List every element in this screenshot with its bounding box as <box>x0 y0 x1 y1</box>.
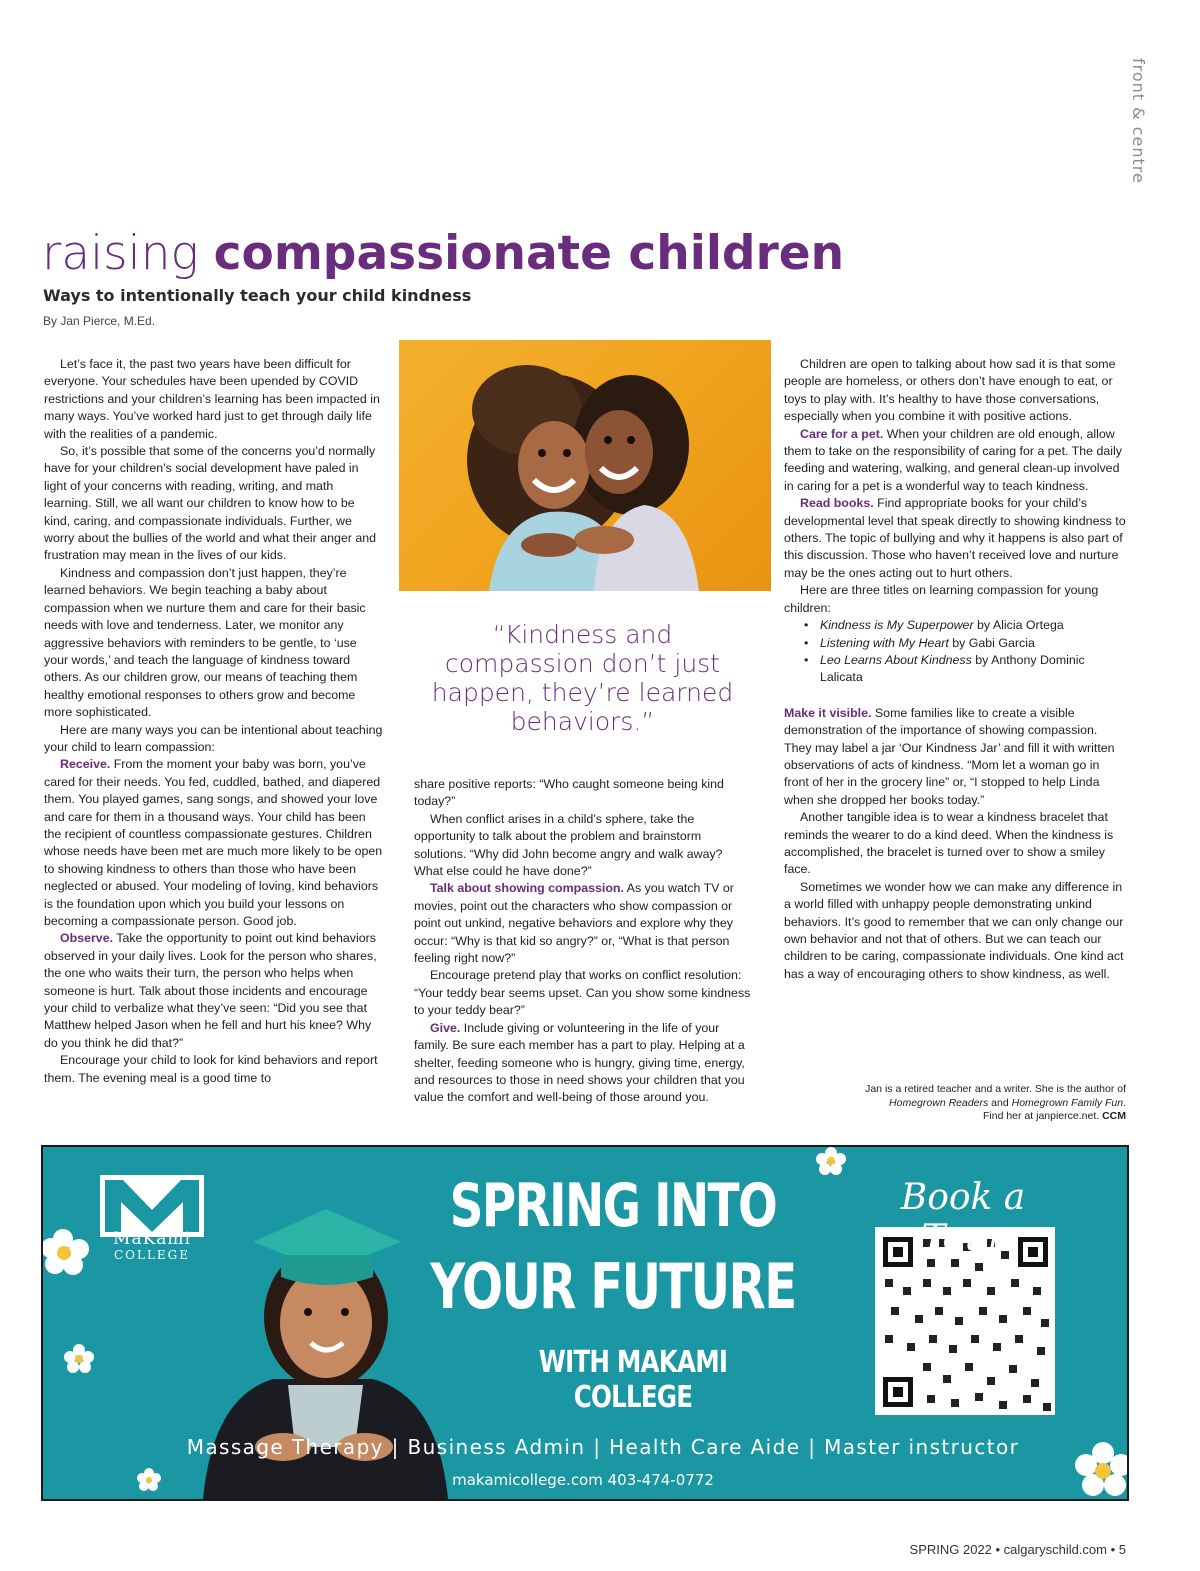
paragraph: Children are open to talking about how sad it is that some people are homeless, or others don’t have enough to eat, or toys to play with. It’s healthy to have those conversations, especially when you combine it with positive actions. <box>784 357 1116 424</box>
pull-quote: “Kindness and compassion don’t just happen, they’re learned behaviors.” <box>431 620 734 736</box>
title-light: raising <box>42 226 214 281</box>
paragraph-text: From the moment your baby was born, you’ve cared for their needs. You fed, cuddled, bathed, and diapered them. You played games, sang songs, and showed your love and care for them in a thousand ways. Your child has been the recipient of countless compassionate gestures. Children whose needs have been met are much more likely to be open to showing kindness to others than those who have been neglected or abused. Your modeling of loving, kind behaviors is the foundation upon which you build your lessons on becoming a compassionate person. Good job. <box>44 757 383 928</box>
page-footer: SPRING 2022 • calgaryschild.com • 5 <box>909 1542 1126 1557</box>
book-title: Leo Learns About Kindness <box>820 652 972 667</box>
paragraph <box>414 1020 752 1107</box>
ad-headline-3: WITH MAKAMI COLLEGE <box>538 1345 728 1415</box>
paragraph: Here are many ways you can be intentional about teaching your child to learn compassion: <box>44 722 383 754</box>
makami-logo-mark <box>100 1175 204 1237</box>
bio-line <box>790 1110 1126 1124</box>
paragraph <box>784 705 1126 809</box>
bio-line <box>790 1097 1126 1111</box>
paragraph <box>784 426 1126 496</box>
book-item <box>804 617 1126 634</box>
paragraph <box>44 930 384 1052</box>
paragraph: Encourage your child to look for kind behaviors and report them. The evening meal is a good time to <box>44 1053 378 1085</box>
paragraph: So, it’s possible that some of the concerns you’d normally have for your children’s social development have paled in light of your concerns with reading, writing, and math learning. Still, we all want our children to know how to be kind, caring, and compassionate individuals. Further, we worry about the bullies of the world and what their anger and frustration may mean in the lives of our kids. <box>44 444 376 563</box>
paragraph-text: Some families like to create a visible demonstration of the importance of showing compassion. They may label a jar ‘Our Kindness Jar’ and fill it with written observations of acts of kindness. “Mom let a woman go in front of her in the grocery line” or, “I stopped to help Linda when she dropped her books today.” <box>784 705 1115 807</box>
book-title: Kindness is My Superpower <box>820 618 974 633</box>
bio-text: . <box>1123 1096 1126 1109</box>
bio-book: Homegrown Family Fun <box>1011 1096 1124 1109</box>
book-author: by Gabi Garcia <box>948 635 1035 650</box>
bio-book: Homegrown Readers <box>889 1096 989 1109</box>
paragraph: Kindness and compassion don’t just happen, they’re learned behaviors. We begin teaching a baby about compassion when we nurture them and care for their basic needs with love and tenderness. Later, we monitor any aggressive behaviors with reminders to be gentle, to ‘use your words,’ and teach the language of kindness toward others. As our children grow, our means of teaching them healthy emotional responses to others grow and become more sophisticated. <box>44 565 366 720</box>
paragraph: Here are three titles on learning compassion for young children: <box>784 583 1099 615</box>
book-title: Listening with My Heart <box>820 635 949 650</box>
lead-pet: Care for a pet. <box>800 426 884 441</box>
lead-give: Give. <box>430 1020 461 1035</box>
book-author: by Anthony Dominic Lalicata <box>820 652 1085 685</box>
paragraph-text: When your children are old enough, allow them to take on the responsibility of caring for a pet. The daily feeding and watering, walking, and general clean-up involved in caring for a pet is a wonderful way to teach kindness. <box>784 426 1122 493</box>
paragraph: When conflict arises in a child’s sphere, take the opportunity to talk about the problem and brainstorm solutions. “Why did John become angry and walk away? What else could he have done?” <box>414 811 723 879</box>
lead-visible: Make it visible. <box>784 705 872 720</box>
paragraph-text: As you watch TV or movies, point out the characters who show compassion or point out unkind, negative behaviors and explore why they occur: “Why is that kid so angry?” or, “What is that person feeling right now?” <box>414 881 734 966</box>
bio-text: and <box>988 1096 1012 1109</box>
paragraph: Let’s face it, the past two years have been difficult for everyone. Your schedules have been upended by COVID restrictions and your children’s learning has been impacted in many ways. You’ve worked hard just to get through daily life with the realities of a pandemic. <box>44 357 380 441</box>
paragraph <box>44 756 384 930</box>
children-hugging-photo <box>399 340 771 591</box>
daisy-icon <box>816 1147 846 1175</box>
ad-headline-1: SPRING INTO <box>449 1171 777 1241</box>
ad-contact[interactable]: makamicollege.com 403-474-0772 <box>452 1471 714 1489</box>
end-mark: CCM <box>1102 1110 1126 1122</box>
lead-observe: Observe. <box>60 931 114 946</box>
article-title <box>42 226 844 281</box>
makami-college-ad[interactable] <box>41 1145 1129 1501</box>
book-item <box>804 652 1126 687</box>
lead-receive: Receive. <box>60 757 111 772</box>
book-author: by Alicia Ortega <box>973 618 1064 633</box>
paragraph: Sometimes we wonder how we can make any difference in a world filled with unhappy people demonstrating unkind behaviors. It’s good to remember that we can only change our own behavior and not that of others. But we can teach our children to be caring, compassionate individuals. One kind act has a way of encouraging others to show kindness, as well. <box>784 879 1124 981</box>
paragraph-text: Take the opportunity to point out kind behaviors observed in your daily lives. Look for the person who shares, the one who waits their turn, the person who helps when someone is hurt. Talk about those incidents and encourage your child to verbalize what they’ve seen: “Did you see that Matthew helped Jason when he fell and hurt his knee? Why do you think he did that?” <box>44 931 377 1050</box>
paragraph-text: Include giving or volunteering in the life of your family. Be sure each member has a part to play. Helping at a shelter, feeding someone who is hungry, giving time, energy, and resources to those in need shows your children that you value the comfort and well-being of those around you. <box>414 1020 745 1105</box>
paragraph: Another tangible idea is to wear a kindness bracelet that reminds the wearer to do a kind deed. When the kindness is accomplished, the bracelet is turned over to show a smiley face. <box>784 810 1114 877</box>
daisy-icon <box>137 1468 161 1491</box>
paragraph <box>784 495 1126 582</box>
daisy-icon <box>43 1229 89 1275</box>
paragraph-text: Find appropriate books for your child’s developmental level that speak directly to showing kindness to others. The topic of bullying and why it happens is also part of this discussion. Those who haven’t received love and nurture may be the ones acting out to hurt others. <box>784 496 1126 580</box>
column-1 <box>44 356 384 1087</box>
daisy-icon <box>64 1344 94 1373</box>
lead-talk: Talk about showing compassion. <box>430 881 624 896</box>
column-3 <box>784 356 1126 983</box>
paragraph: Encourage pretend play that works on conflict resolution: “Your teddy bear seems upset. Can you show some kindness to your teddy bear?” <box>414 968 751 1018</box>
logo-sub: COLLEGE <box>113 1248 191 1262</box>
book-item <box>804 635 1126 652</box>
article-subtitle: Ways to intentionally teach your child kindness <box>43 286 472 305</box>
title-bold: compassionate children <box>213 226 845 281</box>
photo-illustration <box>399 340 771 591</box>
book-a-tour[interactable]: Book a Tour <box>900 1177 1026 1259</box>
ad-headline-2: YOUR FUTURE <box>430 1250 796 1323</box>
author-bio <box>790 1083 1126 1124</box>
ad-programs: Massage Therapy | Business Admin | Health Care Aide | Master instructor <box>186 1435 1020 1459</box>
daisy-icon <box>1075 1442 1127 1496</box>
bio-text: Find her at janpierce.net. <box>983 1110 1103 1122</box>
paragraph <box>414 880 752 967</box>
lead-books: Read books. <box>800 496 874 511</box>
logo-name: MaKami <box>113 1229 191 1249</box>
bio-line: Jan is a retired teacher and a writer. She is the author of <box>865 1083 1126 1095</box>
byline: By Jan Pierce, M.Ed. <box>43 314 156 328</box>
column-2 <box>414 776 752 1107</box>
section-tab: front & centre <box>1129 58 1148 184</box>
paragraph: share positive reports: “Who caught someone being kind today?” <box>414 777 724 809</box>
book-list <box>784 617 1126 687</box>
